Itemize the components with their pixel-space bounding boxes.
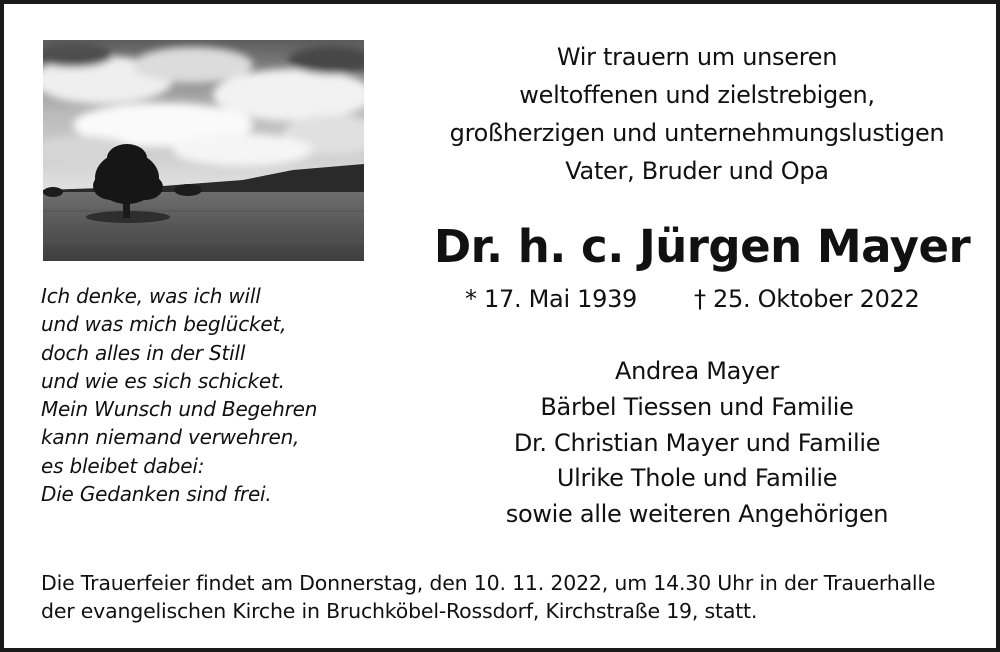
poem-line: und was mich beglücket, xyxy=(41,312,287,337)
poem-line: es bleibet dabei: xyxy=(41,453,205,478)
mourner: Bärbel Tiessen und Familie xyxy=(540,392,854,421)
funeral-info xyxy=(41,569,971,625)
intro-text xyxy=(419,38,975,190)
mourner: Andrea Mayer xyxy=(615,357,779,385)
mourner: Ulrike Thole und Familie xyxy=(556,464,838,493)
landscape-photo xyxy=(43,40,364,261)
mourners-list xyxy=(419,354,975,533)
funeral-info-line: Die Trauerfeier findet am Donnerstag, den 10. 11. 2022, um 14.30 Uhr in der Trauerhalle xyxy=(41,571,936,595)
mourner: Dr. Christian Mayer und Familie xyxy=(513,428,881,457)
birth-date: * 17. Mai 1939 xyxy=(465,285,638,313)
intro-line: weltoffenen und zielstrebigen, xyxy=(519,81,875,109)
poem-line: Die Gedanken sind frei. xyxy=(41,482,272,507)
funeral-info-line: der evangelischen Kirche in Bruchköbel-Rossdorf, Kirchstraße 19, statt. xyxy=(41,599,758,623)
deceased-name: Dr. h. c. Jürgen Mayer xyxy=(433,220,971,273)
poem xyxy=(41,282,381,508)
poem-line: doch alles in der Still xyxy=(41,340,246,365)
intro-line: Wir trauern um unseren xyxy=(556,43,838,71)
poem-line: Ich denke, was ich will xyxy=(41,284,261,308)
mourner: sowie alle weiteren Angehörigen xyxy=(505,500,889,529)
poem-line: Mein Wunsch und Begehren xyxy=(41,397,318,422)
intro-line: großherzigen und unternehmungslustigen xyxy=(449,119,945,147)
death-date: † 25. Oktober 2022 xyxy=(694,285,920,313)
poem-line: kann niemand verwehren, xyxy=(41,425,300,450)
intro-line: Vater, Bruder und Opa xyxy=(565,157,829,185)
poem-line: und wie es sich schicket. xyxy=(41,368,285,393)
